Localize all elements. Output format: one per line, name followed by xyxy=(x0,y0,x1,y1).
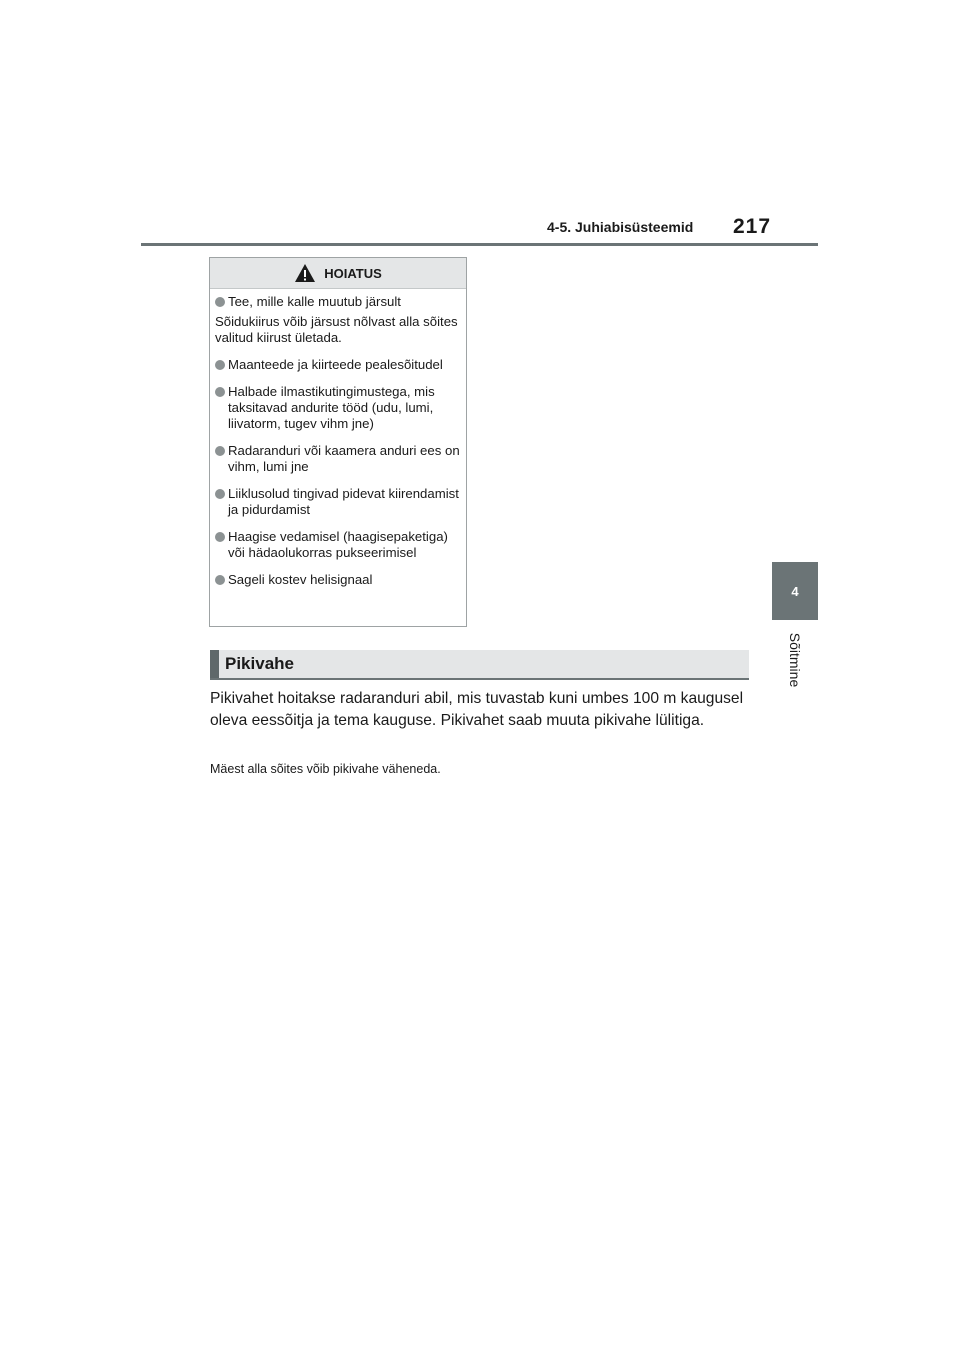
warning-paragraph: Sõidukiirus võib järsust nõlvast alla sõites valitud kiirust ületada. xyxy=(215,314,458,345)
warning-triangle-icon xyxy=(294,263,316,283)
warning-item xyxy=(215,384,460,432)
warning-item xyxy=(215,357,460,373)
warning-item-text: Maanteede ja kiirteede pealesõitudel xyxy=(228,357,443,372)
bullet-icon xyxy=(215,360,225,370)
warning-item xyxy=(215,443,460,475)
chapter-tab xyxy=(772,562,818,620)
section-heading xyxy=(210,650,749,680)
section-title: Pikivahe xyxy=(225,654,294,673)
warning-item-text: Liiklusolud tingivad pidevat kiirendamist ja pidurdamist xyxy=(228,486,459,517)
chapter-number: 4 xyxy=(791,583,799,599)
warning-item-text: Sageli kostev helisignaal xyxy=(228,572,373,587)
bullet-icon xyxy=(215,575,225,585)
header-divider xyxy=(141,243,818,246)
warning-title: HOIATUS xyxy=(324,265,382,281)
warning-header xyxy=(210,258,466,289)
warning-item xyxy=(215,486,460,518)
bullet-icon xyxy=(215,532,225,542)
warning-item-text: Haagise vedamisel (haagisepaketiga) või hädaolukorras pukseerimisel xyxy=(228,529,448,560)
bullet-icon xyxy=(215,446,225,456)
section-body-text: Pikivahet hoitakse radaranduri abil, mis tuvastab kuni umbes 100 m kaugusel oleva eessõitja ja tema kauguse. Pikivahet saab muuta pikivahe lülitiga. xyxy=(210,690,744,729)
warning-box xyxy=(209,257,467,627)
section-heading-bar xyxy=(210,650,219,678)
warning-item xyxy=(215,572,460,588)
bullet-icon xyxy=(215,489,225,499)
section-note: Mäest alla sõites võib pikivahe väheneda. xyxy=(210,762,441,776)
warning-item xyxy=(215,529,460,561)
bullet-icon xyxy=(215,387,225,397)
page-number: 217 xyxy=(733,215,772,238)
warning-item-text: Tee, mille kalle muutub järsult xyxy=(228,294,401,309)
header-section-title: 4-5. Juhiabisüsteemid xyxy=(547,219,694,235)
warning-item xyxy=(215,294,460,310)
warning-body xyxy=(210,289,466,588)
bullet-icon xyxy=(215,297,225,307)
warning-item-text: Halbade ilmastikutingimustega, mis taksitavad andurite tööd (udu, lumi, liivatorm, tugev vihm jne) xyxy=(228,384,435,431)
warning-item-text: Radaranduri või kaamera anduri ees on vihm, lumi jne xyxy=(228,443,460,474)
chapter-title: Sõitmine xyxy=(787,632,803,688)
